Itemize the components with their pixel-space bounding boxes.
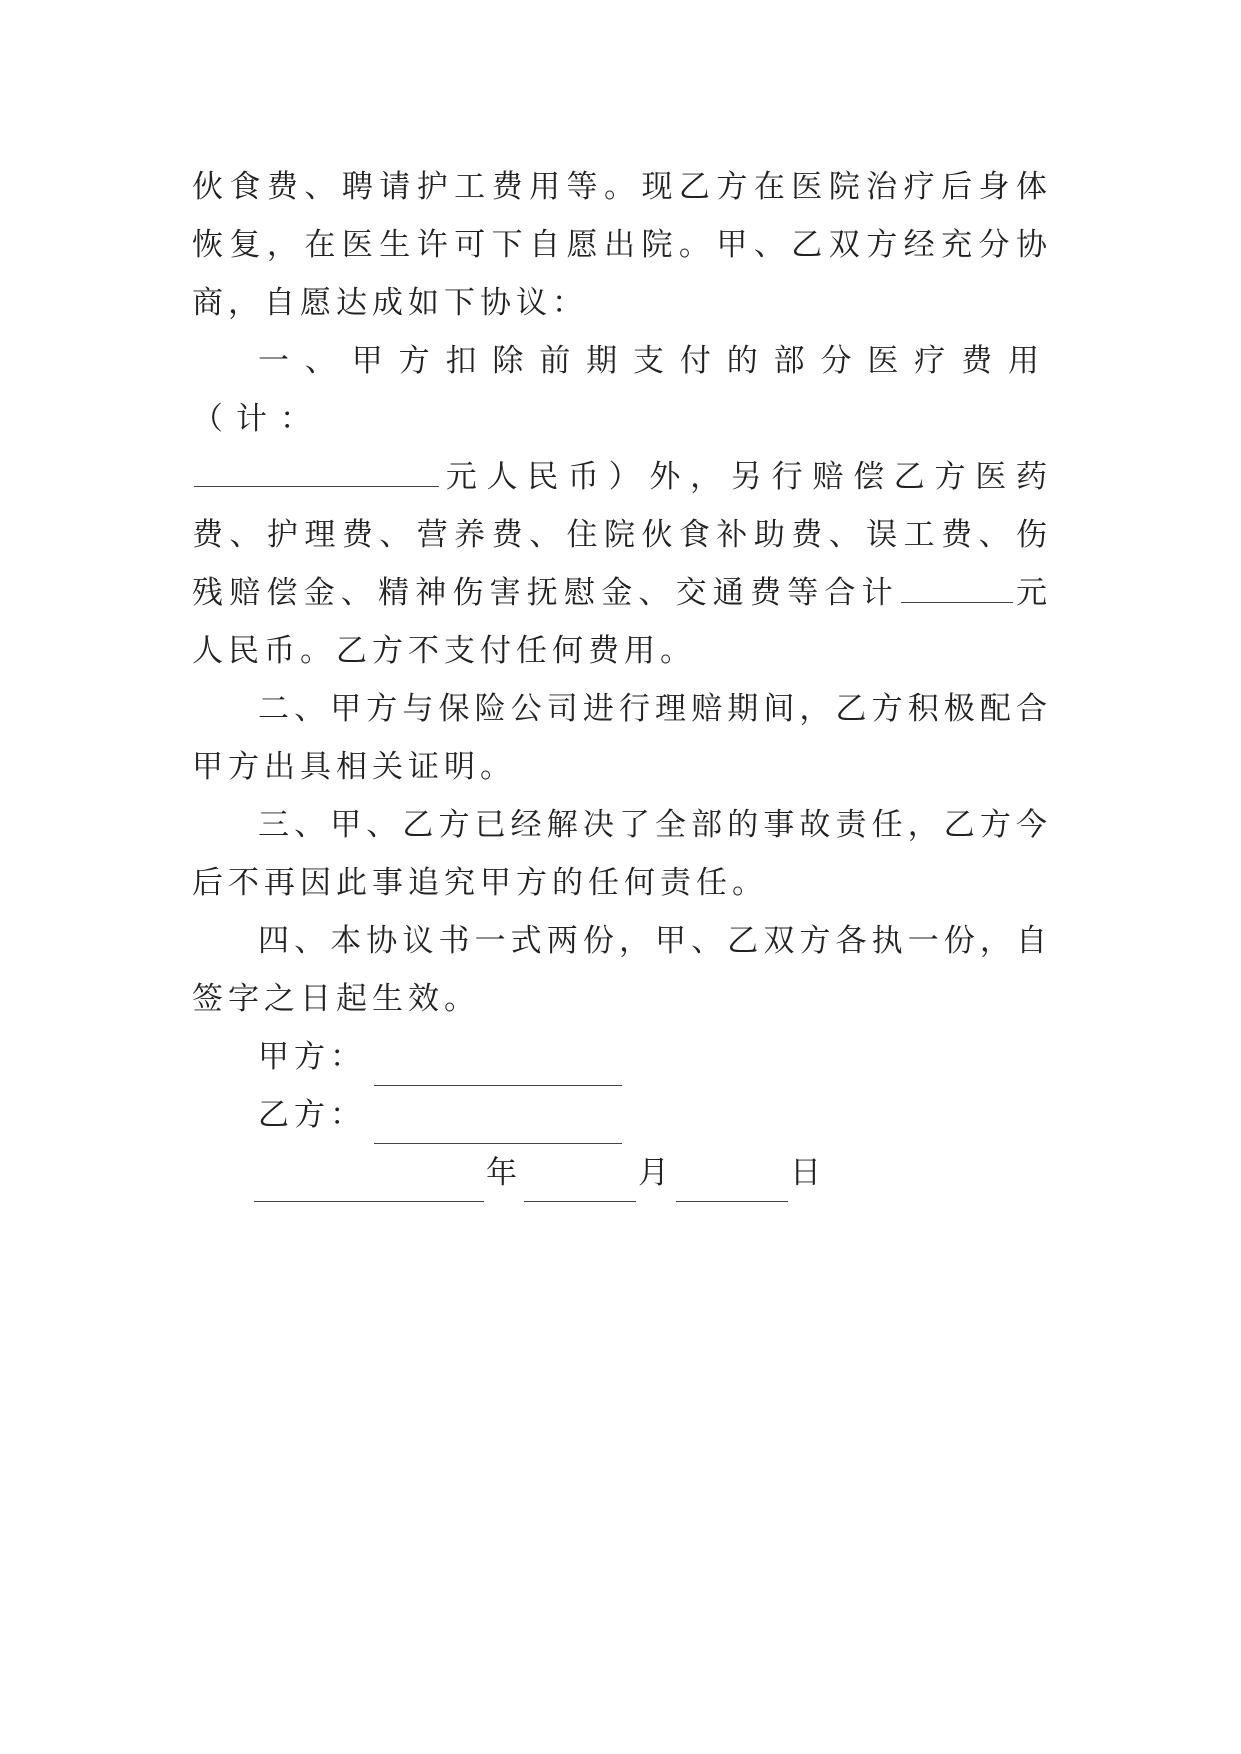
intro-paragraph — [192, 158, 1052, 332]
year-blank[interactable] — [254, 1163, 484, 1202]
party-a-label: 甲方： — [258, 1039, 366, 1075]
clause-3: 三、甲、乙方已经解决了全部的事故责任，乙方今后不再因此事追究甲方的任何责任。 — [192, 807, 1052, 901]
party-b-label: 乙方： — [258, 1097, 366, 1133]
clause-1-end: 元人民币。乙方不支付任何费用。 — [192, 575, 1053, 669]
month-label: 月 — [638, 1155, 674, 1191]
party-a-sign-blank[interactable] — [374, 1047, 622, 1086]
intro-line-1: 伙食费、聘请护工费用等。现乙方在医院治疗后身体恢复， — [192, 169, 1052, 263]
clause-1-continued — [192, 448, 1052, 680]
amount-prepaid-blank[interactable] — [194, 448, 439, 487]
month-blank[interactable] — [524, 1163, 636, 1202]
party-b-signature — [192, 1086, 1052, 1144]
party-b-sign-blank[interactable] — [374, 1105, 622, 1144]
intro-line-3: 如下协议： — [408, 285, 588, 321]
intro-line-2: 在医生许可下自愿出院。甲、乙双方经充分协商，自愿达成 — [192, 227, 1053, 321]
signing-date — [192, 1144, 1052, 1202]
clause-4: 四、本协议书一式两份，甲、乙双方各执一份，自签字之日起生效。 — [192, 923, 1052, 1017]
clause-2: 二、甲方与保险公司进行理赔期间，乙方积极配合甲方出具相关证明。 — [192, 691, 1052, 785]
clause-1-start: 一、甲方扣除前期支付的部分医疗费用（计： — [192, 343, 1052, 437]
amount-total-blank[interactable] — [901, 564, 1013, 603]
day-label: 日 — [790, 1155, 826, 1191]
agreement-body — [192, 158, 1052, 1202]
party-a-signature — [192, 1028, 1052, 1086]
day-blank[interactable] — [676, 1163, 788, 1202]
year-label: 年 — [486, 1155, 522, 1191]
clause-1-mid: 元人民币）外，另行赔偿乙方医药费、护理费、营养费、住院伙食补助费、误工费、伤残赔偿金、精神伤害抚慰金、交通费等合计 — [192, 459, 1052, 611]
clause-1 — [192, 332, 1052, 448]
